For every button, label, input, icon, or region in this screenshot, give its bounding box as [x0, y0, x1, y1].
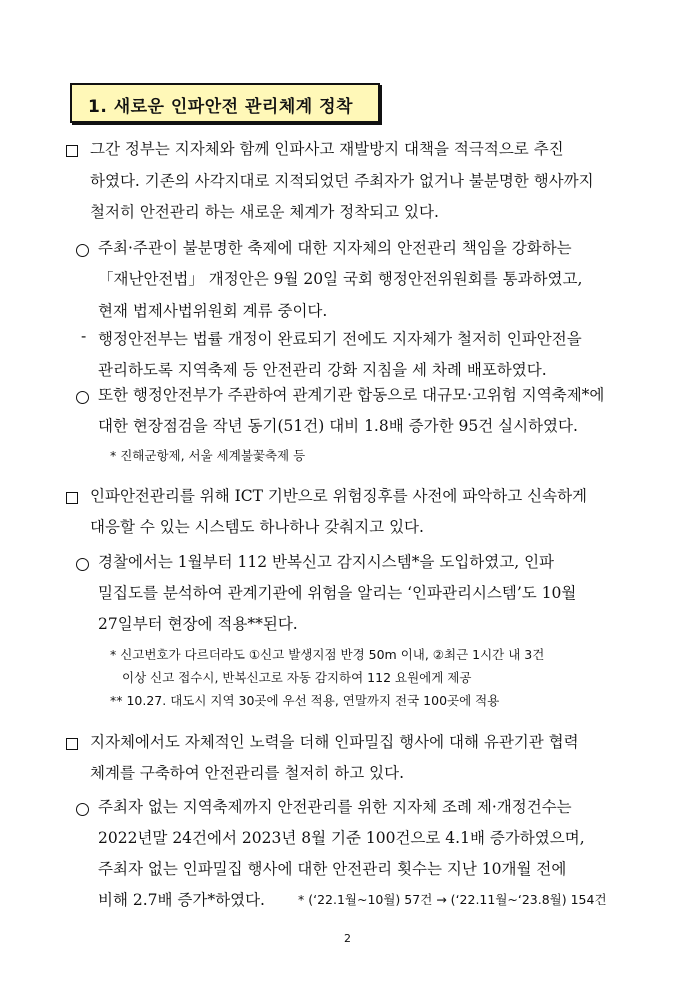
dash-bullet: -: [81, 327, 87, 345]
circle-bullet-icon: [76, 803, 89, 816]
square-bullet-icon: [66, 492, 78, 504]
paragraph-line: 2022년말 24건에서 2023년 8월 기준 100건으로 4.1배 증가하였으며,: [98, 829, 585, 847]
paragraph-line: 그간 정부는 지자체와 함께 인파사고 재발방지 대책을 적극적으로 추진: [90, 140, 564, 158]
paragraph-line: 주최·주관이 불분명한 축제에 대한 지자체의 안전관리 책임을 강화하는: [98, 239, 572, 257]
page-number: 2: [344, 932, 351, 945]
paragraph-line: 또한 행정안전부가 주관하여 관계기관 합동으로 대규모·고위험 지역축제*에: [98, 386, 605, 404]
paragraph-line: 관리하도록 지역축제 등 안전관리 강화 지침을 세 차례 배포하였다.: [98, 361, 547, 379]
circle-bullet-icon: [76, 558, 89, 571]
paragraph-line: 대한 현장점검을 작년 동기(51건) 대비 1.8배 증가한 95건 실시하였다.: [98, 417, 578, 435]
paragraph-line: 인파안전관리를 위해 ICT 기반으로 위험징후를 사전에 파악하고 신속하게: [90, 487, 588, 505]
paragraph-line: 주최자 없는 인파밀집 행사에 대한 안전관리 횟수는 지난 10개월 전에: [98, 860, 567, 878]
circle-bullet-icon: [76, 244, 89, 257]
paragraph-line: 밀집도를 분석하여 관계기관에 위험을 알리는 ‘인파관리시스템’도 10월: [98, 584, 577, 602]
paragraph-line: 하였다. 기존의 사각지대로 지적되었던 주최자가 없거나 불분명한 행사까지: [90, 172, 594, 190]
paragraph-line: 행정안전부는 법률 개정이 완료되기 전에도 지자체가 철저히 인파안전을: [98, 330, 582, 348]
paragraph-line: 대응할 수 있는 시스템도 하나하나 갖춰지고 있다.: [90, 518, 424, 536]
paragraph-line: 철저히 안전관리 하는 새로운 체계가 정착되고 있다.: [90, 203, 439, 221]
section-heading-box: [70, 83, 380, 123]
paragraph-line: 27일부터 현장에 적용**된다.: [98, 615, 298, 633]
paragraph-line: 지자체에서도 자체적인 노력을 더해 인파밀집 행사에 대해 유관기관 협력: [90, 733, 579, 751]
paragraph-line: 체계를 구축하여 안전관리를 철저히 하고 있다.: [90, 764, 405, 782]
footnote: ** 10.27. 대도시 지역 30곳에 우선 적용, 연말까지 전국 100곳에 적용: [110, 693, 500, 708]
footnote: * 진해군항제, 서울 세계불꽃축제 등: [110, 448, 306, 463]
paragraph-line: 경찰에서는 1월부터 112 반복신고 감지시스템*을 도입하였고, 인파: [98, 553, 555, 571]
square-bullet-icon: [66, 145, 78, 157]
footnote: * 신고번호가 다르더라도 ①신고 발생지점 반경 50m 이내, ②최근 1시간 내 3건: [110, 647, 545, 662]
square-bullet-icon: [66, 738, 78, 750]
section-heading: 1. 새로운 인파안전 관리체계 정착: [88, 97, 353, 117]
circle-bullet-icon: [76, 391, 89, 404]
footnote: * (‘22.1월~10월) 57건 → (‘22.11월~‘23.8월) 154건: [298, 892, 607, 907]
paragraph-line: 주최자 없는 지역축제까지 안전관리를 위한 지자체 조례 제·개정건수는: [98, 798, 572, 816]
paragraph-line: 「재난안전법」 개정안은 9월 20일 국회 행정안전위원회를 통과하였고,: [98, 270, 583, 288]
footnote: 이상 신고 접수시, 반복신고로 자동 감지하여 112 요원에게 제공: [122, 670, 472, 685]
paragraph-line: 비해 2.7배 증가*하였다.: [98, 891, 265, 909]
paragraph-line: 현재 법제사법위원회 계류 중이다.: [98, 302, 328, 320]
